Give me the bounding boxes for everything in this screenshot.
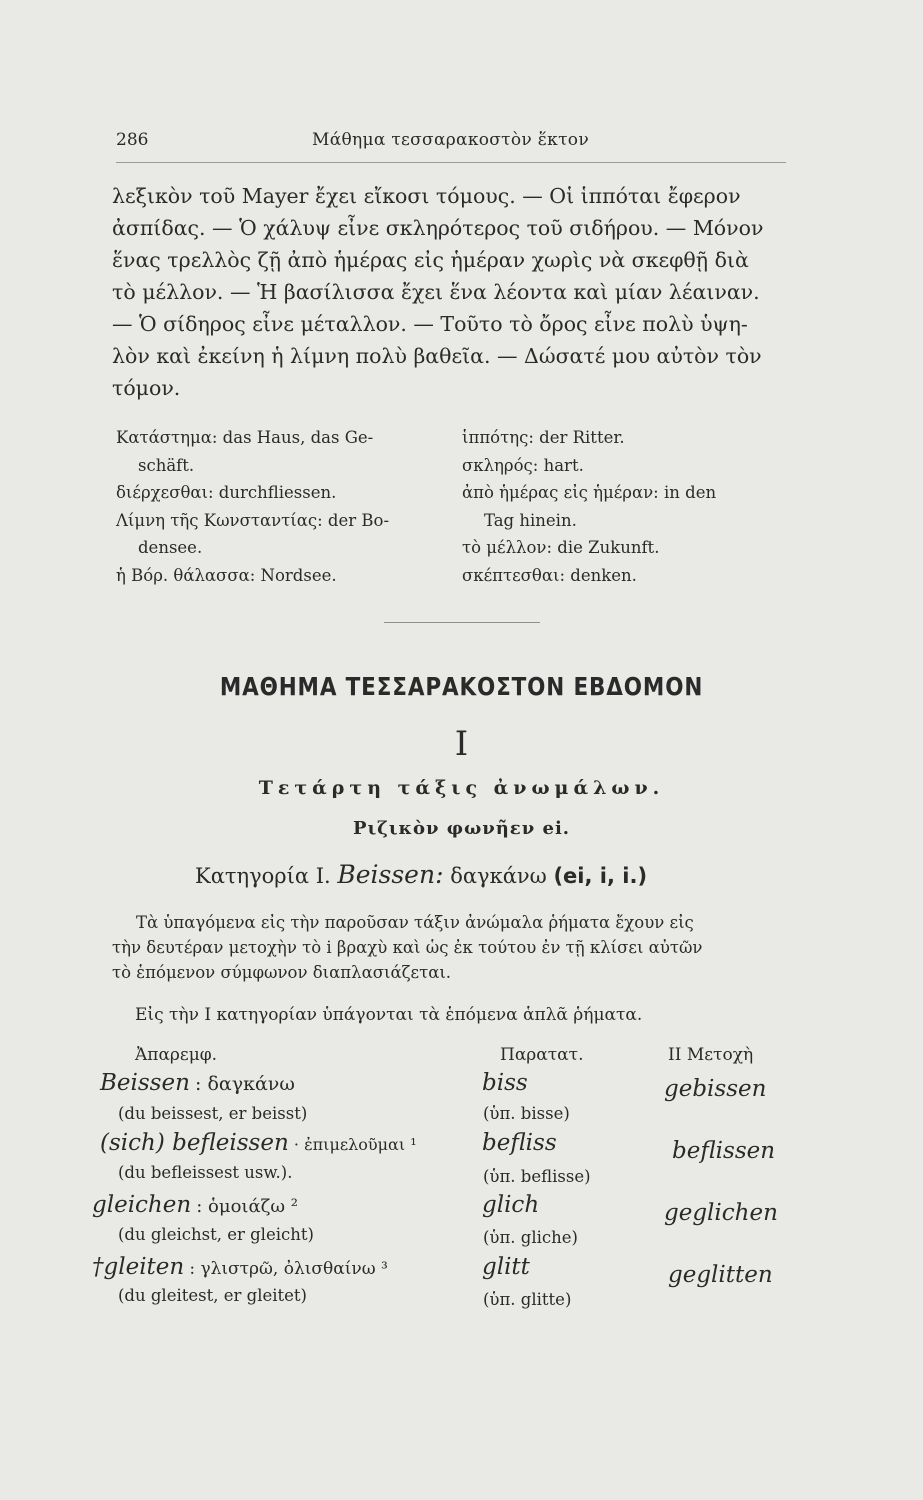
paragraph-line: τὸ μέλλον. — Ἡ βασίλισσα ἔχει ἕνα λέοντα καὶ μίαν λέαιναν. xyxy=(112,280,760,304)
verb-meaning: : γλιστρῶ, ὀλισθαίνω ³ xyxy=(189,1259,388,1279)
verb-infinitive: †gleiten xyxy=(92,1254,185,1280)
page-number: 286 xyxy=(116,130,149,150)
verb-meaning: : δαγκάνω xyxy=(195,1073,295,1095)
section-number: I xyxy=(454,724,469,764)
rule-line: τὴν δευτέραν μετοχὴν τὸ i βραχὺ καὶ ὡς ἐκ τούτου ἐν τῇ κλίσει αὐτῶν xyxy=(112,938,703,957)
verb-participle: geglitten xyxy=(668,1262,773,1288)
vocab-line: Tag hinein. xyxy=(484,510,577,530)
rule-paragraph xyxy=(112,910,792,985)
paragraph-line: ἀσπίδας. — Ὁ χάλυψ εἶνε σκληρότερος τοῦ σιδήρου. — Μόνον xyxy=(112,216,764,240)
vocab-line: Κατάστημα: das Haus, das Ge- xyxy=(116,428,374,447)
paragraph-line: τόμον. xyxy=(112,376,181,400)
column-header-infinitive: Ἀπαρεμφ. xyxy=(135,1045,218,1065)
category-meaning: δαγκάνω xyxy=(450,864,547,888)
verb-meaning: · ἐπιμελοῦμαι ¹ xyxy=(293,1135,417,1154)
verb-subjunctive: (ὑπ. bisse) xyxy=(483,1104,570,1123)
verb-participle: beflissen xyxy=(672,1138,776,1164)
verb-subjunctive: (ὑπ. beflisse) xyxy=(483,1167,591,1186)
vocab-line: ἀπὸ ἡμέρας εἰς ἡμέραν: in den xyxy=(462,483,717,502)
paragraph-line: λεξικὸν τοῦ Mayer ἔχει εἴκοσι τόμους. — Οἱ ἱππόται ἔφερον xyxy=(112,184,741,208)
rule-line: τὸ ἑπόμενον σύμφωνον διαπλασιάζεται. xyxy=(112,963,452,982)
vocab-line: ἡ Βόρ. θάλασσα: Nordsee. xyxy=(116,565,337,585)
verb-infinitive: gleichen xyxy=(92,1192,192,1218)
vocabulary-right xyxy=(462,424,802,589)
verb-row xyxy=(92,1254,388,1280)
verb-imperfect: befliss xyxy=(482,1130,557,1156)
category-label: Κατηγορία Ι. xyxy=(195,864,331,888)
verb-subjunctive: (ὑπ. gliche) xyxy=(483,1228,578,1247)
intro-line: Εἰς τὴν Ι κατηγορίαν ὑπάγονται τὰ ἑπόμενα ἁπλᾶ ῥήματα. xyxy=(135,1005,643,1025)
rule-line: Τὰ ὑπαγόμενα εἰς τὴν παροῦσαν τάξιν ἀνώμαλα ῥήματα ἔχουν εἰς xyxy=(136,913,694,932)
verb-participle: gebissen xyxy=(664,1076,767,1102)
verb-imperfect: biss xyxy=(482,1070,528,1096)
vocab-line: τὸ μέλλον: die Zukunft. xyxy=(462,538,660,557)
column-header-participle: II Μετοχὴ xyxy=(668,1045,754,1065)
paragraph-line: λὸν καὶ ἐκείνη ἡ λίμνη πολὺ βαθεῖα. — Δώσατέ μου αὐτὸν τὸν xyxy=(112,344,762,368)
vocab-line: densee. xyxy=(138,538,203,557)
header-rule xyxy=(116,162,786,163)
verb-participle: geglichen xyxy=(664,1200,778,1226)
vocab-line: ἱππότης: der Ritter. xyxy=(462,428,625,447)
verb-forms: (du gleitest, er gleitet) xyxy=(118,1286,307,1305)
paragraph-line: ἕνας τρελλὸς ζῇ ἀπὸ ἡμέρας εἰς ἡμέραν χωρὶς νὰ σκεφθῇ διὰ xyxy=(112,248,749,272)
category-verb: Beissen: xyxy=(337,860,444,889)
verb-subjunctive: (ὑπ. glitte) xyxy=(483,1290,572,1309)
vocab-line: schäft. xyxy=(138,455,195,475)
vocab-line: Λίμνη τῆς Κωνσταντίας: der Bo- xyxy=(116,510,390,530)
verb-imperfect: glich xyxy=(482,1192,540,1218)
verb-forms: (du gleichst, er gleicht) xyxy=(118,1225,314,1244)
exercise-paragraph xyxy=(112,180,792,404)
category-vowels: (ei, i, i.) xyxy=(553,864,648,888)
verb-meaning: : ὁμοιάζω ² xyxy=(196,1196,299,1217)
paragraph-line: — Ὁ σίδηρος εἶνε μέταλλον. — Τοῦτο τὸ ὄρος εἶνε πολὺ ὑψη- xyxy=(112,312,748,336)
column-header-imperfect: Παρατατ. xyxy=(500,1045,584,1065)
vocab-line: σκληρός: hart. xyxy=(462,455,584,475)
verb-forms: (du befleissest usw.). xyxy=(118,1163,293,1182)
vocab-line: σκέπτεσθαι: denken. xyxy=(462,565,637,585)
verb-row xyxy=(92,1192,298,1218)
root-vowel: Ριζικὸν φωνῆεν ei. xyxy=(352,818,571,839)
verb-infinitive: Beissen xyxy=(100,1070,190,1096)
vocab-line: διέρχεσθαι: durchfliessen. xyxy=(116,483,337,502)
verb-imperfect: glitt xyxy=(482,1254,530,1280)
class-title: Τετάρτη τάξις ἀνωμάλων. xyxy=(258,777,665,799)
verb-row xyxy=(100,1130,417,1156)
verb-infinitive: (sich) befleissen xyxy=(100,1130,289,1156)
category-heading xyxy=(195,860,647,889)
lesson-title: ΜΑΘΗΜΑ ΤΕΣΣΑΡΑΚΟΣΤΟΝ ΕΒΔΟΜΟΝ xyxy=(219,672,704,701)
vocabulary-left xyxy=(116,424,416,589)
running-title: Μάθημα τεσσαρακοστὸν ἕκτον xyxy=(312,130,589,150)
verb-row xyxy=(100,1070,295,1096)
verb-forms: (du beissest, er beisst) xyxy=(118,1104,308,1123)
section-separator xyxy=(384,622,540,623)
